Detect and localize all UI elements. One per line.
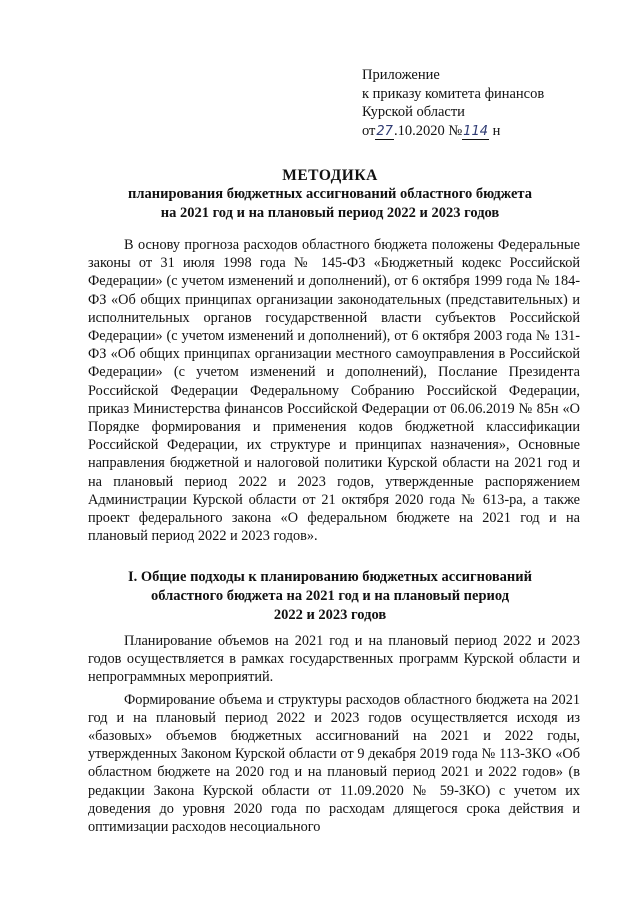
handwritten-number: 114 bbox=[463, 123, 488, 139]
intro-paragraph: В основу прогноза расходов областного бюджета положены Федеральные законы от 31 июля 1998 года № 145-ФЗ «Бюджетный кодекс Российской Федерации» (с учетом изменений и дополнений), от 6 октября 1999 года № 184-ФЗ «Об общих принципах организации законодательных (представительных) и исполнительных органов государственной власти субъектов Российской Федерации» (с учетом изменений и дополнений), от 6 октября 2003 года № 131-ФЗ «Об общих принципах организации местного самоуправления в Российской Федерации» (с учетом изменений и дополнений), Послание Президента Российской Федерации Федеральному Собранию Российской Федерации, приказ Министерства финансов Российской Федерации от 06.06.2019 № 85н «О Порядке формирования и применения кодов бюджетной классификации Российской Федерации, их структуре и принципах назначения», Основные направления бюджетной и налоговой политики Курской области на 2021 год и на плановый период 2022 и 2023 годов, утвержденные распоряжением Администрации Курской области от 21 октября 2020 года № 613-ра, а также проект федерального закона «О федеральном бюджете на 2021 год и на плановый период 2022 и 2023 годов». bbox=[88, 237, 580, 545]
section-1-heading bbox=[80, 568, 580, 625]
annex-date-line bbox=[362, 122, 622, 141]
section-1-heading-line-2: областного бюджета на 2021 год и на плановый период bbox=[150, 588, 510, 604]
handwritten-day: 27 bbox=[376, 123, 393, 139]
intro-section bbox=[88, 236, 580, 545]
title-line-2: планирования бюджетных ассигнований областного бюджета bbox=[128, 186, 532, 202]
title-main: МЕТОДИКА bbox=[282, 167, 378, 184]
annex-line-1: Приложение bbox=[362, 67, 440, 83]
annex-date-prefix: от bbox=[362, 122, 376, 139]
section-1-heading-line-3: 2022 и 2023 годов bbox=[273, 607, 387, 623]
annex-number-suffix: н bbox=[492, 122, 501, 139]
section-1-paragraph-1: Планирование объемов на 2021 год и на плановый период 2022 и 2023 годов осуществляется в рамках государственных программ Курской области и непрограммных мероприятий. bbox=[88, 633, 580, 686]
annex-line-3: Курской области bbox=[362, 104, 465, 120]
annex-date-rest: .10.2020 bbox=[393, 122, 445, 139]
title-line-3: на 2021 год и на плановый период 2022 и 2023 годов bbox=[160, 205, 500, 221]
section-1-paragraph-2: Формирование объема и структуры расходов областного бюджета на 2021 год и на плановый период 2022 и 2023 годов осуществляется исходя из «базовых» объемов бюджетных ассигнований на 2021 и 2022 годы, утвержденных Законом Курской области от 9 декабря 2019 года № 113-ЗКО «Об областном бюджете на 2020 год и на плановый период 2021 и 2022 годов» (в редакции Закона Курской области от 11.09.2020 № 59-ЗКО) с учетом их доведения до уровня 2020 года по расходам длящегося срока действия и оптимизации расходов несоциального bbox=[88, 691, 580, 836]
section-1-body bbox=[88, 632, 580, 836]
section-1-heading-line-1: I. Общие подходы к планированию бюджетных ассигнований bbox=[127, 569, 532, 585]
document-title bbox=[80, 166, 580, 223]
annex-header bbox=[362, 66, 622, 140]
annex-number-sign: № bbox=[448, 122, 463, 139]
annex-line-2: к приказу комитета финансов bbox=[362, 85, 545, 102]
